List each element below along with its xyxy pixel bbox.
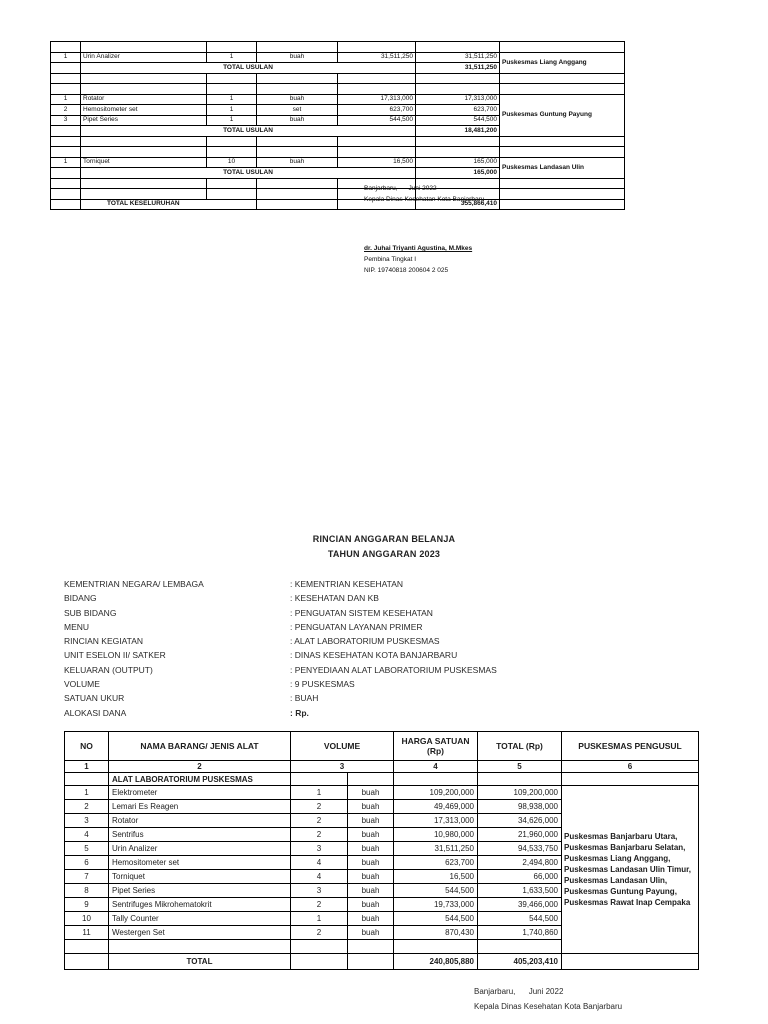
empty-cell [348,940,394,954]
item-price: 19,733,000 [394,898,478,912]
meta-key: UNIT ESELON II/ SATKER [64,650,166,661]
empty-cell [257,42,338,53]
empty-cell [81,147,207,158]
meta-key: BIDANG [64,593,97,604]
meta-key: KEMENTRIAN NEGARA/ LEMBAGA [64,579,204,589]
empty-cell [348,954,394,970]
top-budget-table [50,41,625,210]
item-no: 4 [65,828,109,842]
item-total: 98,938,000 [478,800,562,814]
header-price: HARGA SATUAN (Rp) [394,732,478,761]
meta-row [64,591,497,605]
signature-place-date: Banjarbaru, Juni 2022 [364,185,437,192]
empty-cell [500,42,625,53]
item-price: 16,500 [338,157,416,168]
empty-cell [257,199,338,210]
empty-cell [257,136,338,147]
table-row [65,786,699,800]
item-total: 31,511,250 [416,52,500,63]
spacer-row [51,136,625,147]
spacer-row [51,73,625,84]
item-no: 2 [65,800,109,814]
meta-row [64,663,497,677]
empty-cell [109,940,291,954]
empty-cell [207,178,257,189]
meta-row [64,606,497,620]
item-unit: buah [348,786,394,800]
empty-cell [207,189,257,200]
empty-cell [51,136,81,147]
item-unit: set [257,105,338,116]
item-name: Pipet Series [109,884,291,898]
item-unit: buah [348,898,394,912]
meta-value: : PENYEDIAAN ALAT LABORATORIUM PUSKESMAS [290,664,497,675]
item-total: 94,533,750 [478,842,562,856]
empty-cell [500,199,625,210]
signatory-rank: Pembina Tingkat I [364,256,417,263]
empty-cell [291,773,348,786]
item-unit: buah [348,926,394,940]
puskesmas-location: Puskesmas Guntung Payung [500,94,625,136]
empty-cell [207,147,257,158]
item-qty: 10 [207,157,257,168]
empty-cell [338,147,416,158]
empty-cell [394,773,478,786]
empty-cell [81,73,207,84]
item-price: 31,511,250 [394,842,478,856]
item-unit: buah [257,52,338,63]
budget-title: RINCIAN ANGGARAN BELANJA [312,534,456,544]
puskesmas-location: Puskesmas Landasan Ulin [500,157,625,178]
total-price: 240,805,880 [394,954,478,970]
item-unit: buah [348,884,394,898]
main-budget-table [64,731,699,970]
item-no: 6 [65,856,109,870]
item-unit: buah [257,94,338,105]
item-total: 34,626,000 [478,814,562,828]
empty-cell [257,189,338,200]
item-qty: 2 [291,828,348,842]
item-name: Lemari Es Reagen [109,800,291,814]
header-no: NO [65,732,109,761]
empty-cell [478,773,562,786]
meta-row [64,634,497,648]
empty-cell [478,940,562,954]
empty-cell [338,73,416,84]
empty-cell [562,954,699,970]
table-row [51,94,625,105]
signatory-name: dr. Juhai Triyanti Agustina, M.Mkes [364,245,473,252]
col-number: 5 [478,761,562,773]
grand-total-row [51,199,625,210]
header-puskesmas: PUSKESMAS PENGUSUL [562,732,699,761]
meta-row [64,648,497,662]
empty-cell [65,954,109,970]
item-qty: 1 [207,94,257,105]
subtotal-value: 18,481,200 [416,126,500,137]
empty-cell [65,773,109,786]
signature-place-date: Banjarbaru, Juni 2022 [474,987,564,996]
meta-key: MENU [64,621,90,632]
subtotal-label: TOTAL USULAN [81,168,416,179]
empty-cell [51,147,81,158]
meta-key: ALOKASI DANA [64,707,127,718]
empty-cell [500,84,625,95]
empty-cell [416,147,500,158]
empty-cell [500,189,625,200]
col-number: 6 [562,761,699,773]
item-no: 1 [65,786,109,800]
meta-value: : ALAT LABORATORIUM PUSKESMAS [290,636,440,647]
empty-cell [81,84,207,95]
empty-cell [51,63,81,74]
item-qty: 1 [207,105,257,116]
item-name: Pipet Series [81,115,207,126]
empty-cell [348,773,394,786]
item-unit: buah [348,800,394,814]
puskesmas-location: Puskesmas Liang Anggang [500,52,625,73]
empty-cell [416,42,500,53]
total-label: TOTAL [109,954,291,970]
meta-row [64,677,497,691]
item-qty: 4 [291,856,348,870]
meta-row [64,691,497,705]
item-total: 109,200,000 [478,786,562,800]
section-label: ALAT LABORATORIUM PUSKESMAS [109,773,291,786]
item-qty: 2 [291,926,348,940]
item-qty: 3 [291,884,348,898]
empty-cell [51,84,81,95]
empty-cell [51,42,81,53]
meta-value: : PENGUATAN LAYANAN PRIMER [290,621,423,632]
item-price: 17,313,000 [338,94,416,105]
item-total: 623,700 [416,105,500,116]
empty-cell [500,178,625,189]
item-name: Westergen Set [109,926,291,940]
item-no: 3 [51,115,81,126]
top-signature-name-block [364,243,472,276]
item-qty: 2 [291,800,348,814]
signature-position: Kepala Dinas Kesehatan Kota Banjarbaru [474,1002,623,1011]
main-table-header-row [65,732,699,761]
header-name: NAMA BARANG/ JENIS ALAT [109,732,291,761]
item-no: 2 [51,105,81,116]
meta-value: : PENGUATAN SISTEM KESEHATAN [290,607,433,618]
item-total: 165,000 [416,157,500,168]
grand-total-value: 355,866,410 [416,199,500,210]
empty-cell [291,940,348,954]
item-total: 2,494,800 [478,856,562,870]
item-no: 11 [65,926,109,940]
empty-cell [51,199,81,210]
item-no: 5 [65,842,109,856]
col-number: 4 [394,761,478,773]
empty-cell [562,773,699,786]
item-qty: 1 [207,52,257,63]
item-qty: 3 [291,842,348,856]
empty-cell [338,42,416,53]
item-qty: 1 [291,786,348,800]
empty-cell [51,168,81,179]
item-price: 544,500 [394,884,478,898]
empty-cell [81,42,207,53]
header-total: TOTAL (Rp) [478,732,562,761]
item-name: Rotator [81,94,207,105]
col-number: 2 [109,761,291,773]
meta-key: KELUARAN (OUTPUT) [64,664,153,675]
item-price: 544,500 [394,912,478,926]
empty-cell [500,147,625,158]
item-name: Urin Analizer [81,52,207,63]
empty-cell [51,126,81,137]
item-no: 7 [65,870,109,884]
item-no: 9 [65,898,109,912]
budget-year-title: TAHUN ANGGARAN 2023 [327,549,441,559]
meta-value: : KEMENTRIAN KESEHATAN [290,579,404,589]
empty-cell [51,189,81,200]
item-no: 8 [65,884,109,898]
meta-value: : 9 PUSKESMAS [290,679,355,690]
item-price: 623,700 [338,105,416,116]
empty-cell [81,189,207,200]
meta-value: : KESEHATAN DAN KB [290,593,379,604]
meta-key: RINCIAN KEGIATAN [64,636,144,647]
meta-key: VOLUME [64,679,100,690]
empty-cell [257,73,338,84]
section-row [65,773,699,786]
item-price: 623,700 [394,856,478,870]
meta-row [64,577,497,591]
item-total: 21,960,000 [478,828,562,842]
spacer-row [51,42,625,53]
empty-cell [500,136,625,147]
meta-key: SUB BIDANG [64,607,117,618]
item-no: 1 [51,157,81,168]
item-price: 31,511,250 [338,52,416,63]
item-price: 10,980,000 [394,828,478,842]
item-total: 17,313,000 [416,94,500,105]
empty-cell [291,954,348,970]
item-no: 10 [65,912,109,926]
item-name: Hemositometer set [109,856,291,870]
item-price: 17,313,000 [394,814,478,828]
spacer-row [51,147,625,158]
total-sum: 405,203,410 [478,954,562,970]
item-unit: buah [348,842,394,856]
subtotal-label: TOTAL USULAN [81,126,416,137]
item-no: 3 [65,814,109,828]
empty-cell [416,73,500,84]
item-total: 1,740,860 [478,926,562,940]
item-name: Rotator [109,814,291,828]
spacer-row [51,178,625,189]
subtotal-value: 31,511,250 [416,63,500,74]
item-unit: buah [348,912,394,926]
budget-meta-list [64,577,497,720]
empty-cell [257,178,338,189]
empty-cell [51,178,81,189]
item-name: Urin Analizer [109,842,291,856]
top-signature-block [364,183,484,205]
subtotal-label: TOTAL USULAN [81,63,416,74]
signature-position: Kepala Dinas Kesehatan Kota Banjarbaru [364,196,485,203]
empty-cell [257,84,338,95]
item-price: 870,430 [394,926,478,940]
item-total: 544,500 [478,912,562,926]
empty-cell [81,178,207,189]
item-total: 39,466,000 [478,898,562,912]
item-price: 16,500 [394,870,478,884]
col-number: 3 [291,761,394,773]
empty-cell [416,84,500,95]
bottom-signature-block [474,984,622,1014]
table-row [51,52,625,63]
item-unit: buah [348,870,394,884]
grand-total-label: TOTAL KESELURUHAN [81,199,257,210]
empty-cell [65,940,109,954]
item-price: 109,200,000 [394,786,478,800]
header-volume: VOLUME [291,732,394,761]
item-total: 544,500 [416,115,500,126]
item-total: 1,633,500 [478,884,562,898]
item-name: Torniquet [81,157,207,168]
item-qty: 4 [291,870,348,884]
item-unit: buah [348,856,394,870]
item-unit: buah [348,814,394,828]
puskesmas-list: Puskesmas Banjarbaru Utara, Puskesmas Banjarbaru Selatan, Puskesmas Liang Anggang, Puskesmas Landasan Ulin Timur, Puskesmas Landasan Ulin, Puskesmas Guntung Payung, Puskesmas Rawat Inap Cempaka [562,786,699,954]
item-qty: 1 [291,912,348,926]
item-name: Elektrometer [109,786,291,800]
empty-cell [500,73,625,84]
item-name: Hemositometer set [81,105,207,116]
item-qty: 2 [291,814,348,828]
subtotal-value: 165,000 [416,168,500,179]
item-unit: buah [257,157,338,168]
total-row [65,954,699,970]
item-name: Sentrifus [109,828,291,842]
meta-key: SATUAN UKUR [64,693,125,704]
spacer-row [51,189,625,200]
item-unit: buah [257,115,338,126]
empty-cell [207,136,257,147]
column-number-row [65,761,699,773]
item-name: Sentrifuges Mikrohematokrit [109,898,291,912]
meta-value: : Rp. [290,707,309,718]
item-qty: 2 [291,898,348,912]
item-name: Tally Counter [109,912,291,926]
item-name: Torniquet [109,870,291,884]
meta-row [64,706,497,720]
meta-value: : BUAH [290,693,319,704]
meta-row [64,620,497,634]
item-total: 66,000 [478,870,562,884]
item-price: 49,469,000 [394,800,478,814]
empty-cell [257,147,338,158]
empty-cell [207,84,257,95]
col-number: 1 [65,761,109,773]
item-qty: 1 [207,115,257,126]
empty-cell [338,84,416,95]
empty-cell [394,940,478,954]
meta-value: : DINAS KESEHATAN KOTA BANJARBARU [290,650,458,661]
empty-cell [416,136,500,147]
item-no: 1 [51,94,81,105]
item-unit: buah [348,828,394,842]
spacer-row [51,84,625,95]
item-no: 1 [51,52,81,63]
empty-cell [81,136,207,147]
empty-cell [51,73,81,84]
empty-cell [338,136,416,147]
signatory-nip: NIP. 19740818 200604 2 025 [364,267,449,274]
table-row [51,157,625,168]
empty-cell [207,42,257,53]
item-price: 544,500 [338,115,416,126]
empty-cell [207,73,257,84]
